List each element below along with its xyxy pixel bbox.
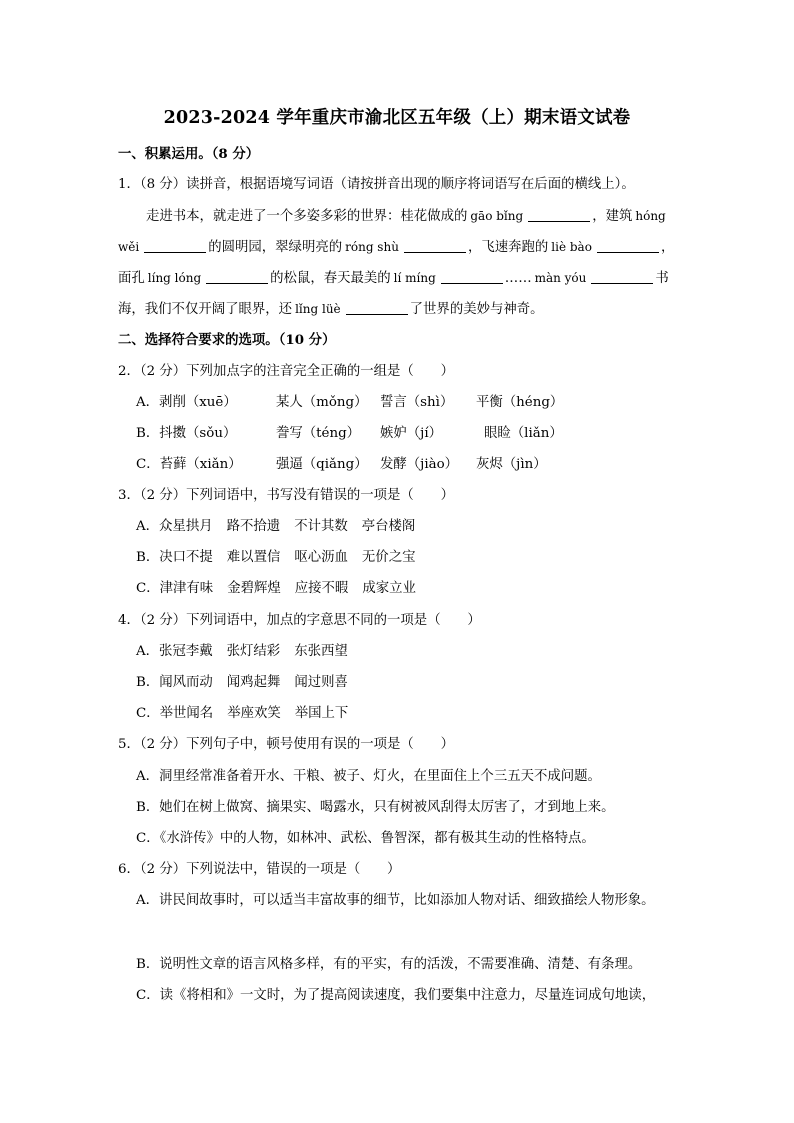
q4-option-a[interactable]: A．张冠李戴 张灯结彩 东张西望 [136, 644, 348, 659]
q1-text: ，飞速奔跑的 [467, 240, 549, 255]
q4-option-c[interactable]: C．举世闻名 举座欢笑 举国上下 [136, 706, 349, 721]
answer-blank[interactable] [597, 238, 659, 253]
q6-stem: 6．（2 分）下列说法中，错误的一项是（ ） [118, 862, 401, 877]
answer-blank[interactable] [144, 238, 206, 253]
q1-passage-line-4 [118, 300, 544, 319]
q1-passage-line-1 [146, 207, 669, 226]
q6-option-a[interactable]: A．讲民间故事时，可以适当丰富故事的细节，比如添加人物对话、细致描绘人物形象。 [136, 893, 655, 908]
q2-option-c[interactable]: C．苔藓（xiǎn） 强逼（qiǎng） 发酵（jiào） 灰烬（jìn） [136, 457, 547, 472]
q1-stem: 1．（8 分）读拼音，根据语境写词语（请按拼音出现的顺序将词语写在后面的横线上）。 [118, 177, 635, 192]
answer-blank[interactable] [404, 238, 466, 253]
q3-option-a[interactable]: A．众星拱月 路不拾遗 不计其数 亭台楼阁 [136, 519, 416, 534]
answer-blank[interactable] [206, 269, 268, 284]
q1-text: 的松鼠，春天最美的 [270, 271, 391, 286]
q1-text: ，建筑 [592, 209, 633, 224]
pinyin-wei: wěi [118, 240, 140, 254]
pinyin-gaobing: gāo bǐng [470, 209, 524, 223]
q5-option-b[interactable]: B．她们在树上做窝、摘果实、喝露水，只有树被风刮得太厉害了，才到地上来。 [136, 800, 615, 815]
answer-blank[interactable] [528, 207, 590, 222]
answer-blank[interactable] [591, 269, 653, 284]
q5-option-c[interactable]: C．《水浒传》中的人物，如林冲、武松、鲁智深，都有极其生动的性格特点。 [136, 831, 595, 846]
q3-option-c[interactable]: C．津津有味 金碧辉煌 应接不暇 成家立业 [136, 581, 416, 596]
q2-option-a[interactable]: A．剥削（xuē） 某人（mǒng） 誓言（shì） 平衡（héng） [136, 395, 564, 410]
q4-stem: 4．（2 分）下列词语中，加点的字意思不同的一项是（ ） [118, 613, 481, 628]
q2-stem: 2．（2 分）下列加点字的注音完全正确的一组是（ ） [118, 364, 454, 379]
pinyin-manyou: màn yóu [534, 271, 587, 285]
section-1-heading: 一、积累运用。（8 分） [118, 146, 260, 162]
pinyin-hong: hóng [635, 209, 666, 223]
pinyin-liming: lí míng [393, 271, 436, 285]
q1-passage-line-3 [118, 269, 669, 288]
q1-text: 海，我们不仅开阔了眼界，还 [118, 302, 293, 317]
pinyin-linglue: lǐng lüè [295, 302, 341, 316]
pinyin-rongshu: róng shù [345, 240, 399, 254]
q3-stem: 3．（2 分）下列词语中，书写没有错误的一项是（ ） [118, 488, 454, 503]
pinyin-liebao: liè bào [551, 240, 592, 254]
answer-blank[interactable] [346, 300, 408, 315]
q1-text: 走进书本，就走进了一个多姿多彩的世界：桂花做成的 [146, 209, 468, 224]
q1-text: 书 [655, 271, 669, 286]
q1-text: ， [660, 240, 675, 255]
exam-title: 2023-2024 学年重庆市渝北区五年级（上）期末语文试卷 [163, 108, 631, 128]
q1-text: 的圆明园，翠绿明亮的 [208, 240, 343, 255]
q1-passage-line-2 [118, 238, 674, 257]
q2-option-b[interactable]: B．抖擞（sǒu） 誊写（téng） 嫉妒（jí） 眼睑（liǎn） [136, 426, 563, 441]
q5-stem: 5．（2 分）下列句子中，顿号使用有误的一项是（ ） [118, 737, 454, 752]
q6-option-b[interactable]: B．说明性文章的语言风格多样，有的平实，有的活泼，不需要准确、清楚、有条理。 [136, 957, 642, 972]
q6-option-c[interactable]: C．读《将相和》一文时，为了提高阅读速度，我们要集中注意力，尽量连词成句地读， [136, 988, 656, 1003]
q1-text: …… [504, 271, 532, 286]
section-2-heading: 二、选择符合要求的选项。（10 分） [118, 332, 336, 348]
q3-option-b[interactable]: B．决口不提 难以置信 呕心沥血 无价之宝 [136, 550, 416, 565]
pinyin-linglong: líng lóng [147, 271, 202, 285]
q1-text: 了世界的美妙与神奇。 [409, 302, 544, 317]
q5-option-a[interactable]: A．洞里经常准备着开水、干粮、被子、灯火，在里面住上个三五天不成问题。 [136, 769, 601, 784]
q4-option-b[interactable]: B．闻风而动 闻鸡起舞 闻过则喜 [136, 675, 348, 690]
answer-blank[interactable] [441, 269, 503, 284]
q1-text: 面孔 [118, 271, 145, 286]
